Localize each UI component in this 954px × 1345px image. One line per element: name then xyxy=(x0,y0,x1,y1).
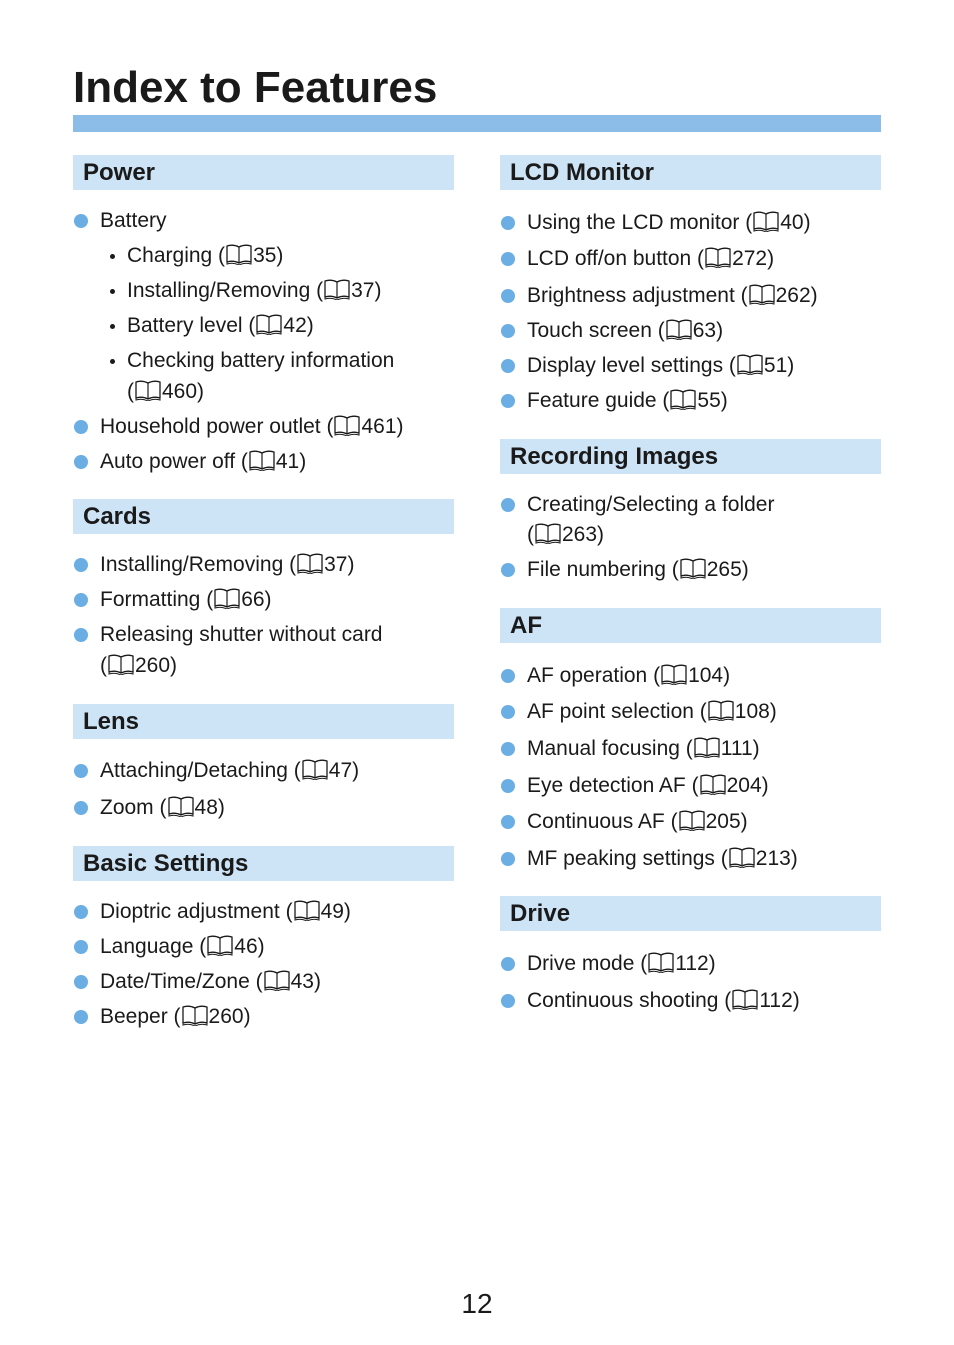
section-recording-images xyxy=(500,439,881,589)
list-item xyxy=(527,283,818,309)
list-item-continued xyxy=(527,522,604,548)
bullet-icon xyxy=(501,779,515,793)
item-page: 112) xyxy=(759,989,800,1012)
section-basic-settings xyxy=(73,846,454,1046)
item-label: AF point selection ( xyxy=(527,700,707,723)
item-label: Feature guide ( xyxy=(527,389,670,412)
item-label: Continuous AF ( xyxy=(527,810,678,833)
item-label: Dioptric adjustment ( xyxy=(100,900,293,923)
list-item xyxy=(527,699,777,725)
section-power xyxy=(73,155,454,485)
item-label: Brightness adjustment ( xyxy=(527,284,748,307)
bullet-icon xyxy=(501,359,515,373)
item-page: 40) xyxy=(780,211,811,234)
list-item xyxy=(100,587,272,613)
bullet-icon xyxy=(74,455,88,469)
item-page: 35) xyxy=(253,244,284,267)
item-page: 41) xyxy=(275,450,307,473)
section-header-basic-settings: Basic Settings xyxy=(73,846,454,881)
list-item xyxy=(527,846,798,872)
item-label: MF peaking settings ( xyxy=(527,847,728,870)
item-page: 461) xyxy=(361,415,404,438)
item-label: Battery xyxy=(100,209,167,232)
bullet-icon xyxy=(74,214,88,228)
item-label: Installing/Removing ( xyxy=(127,279,324,302)
list-item xyxy=(100,795,225,821)
sub-bullet-icon xyxy=(110,254,115,259)
title-rule xyxy=(73,115,881,132)
item-label: Manual focusing ( xyxy=(527,737,693,760)
section-lens xyxy=(73,704,454,834)
item-page: 55) xyxy=(697,389,728,412)
item-label: Formatting ( xyxy=(100,588,214,611)
item-cont: ( xyxy=(100,654,107,677)
item-page: 49) xyxy=(320,900,351,923)
book-icon xyxy=(678,809,706,831)
item-label: Continuous shooting ( xyxy=(527,989,732,1012)
bullet-icon xyxy=(74,975,88,989)
item-label: Touch screen ( xyxy=(527,319,665,342)
list-item xyxy=(527,210,811,236)
list-item xyxy=(100,758,359,784)
book-icon xyxy=(293,899,321,921)
bullet-icon xyxy=(74,801,88,815)
book-icon xyxy=(665,318,693,340)
section-header-drive: Drive xyxy=(500,896,881,931)
list-item xyxy=(527,663,730,689)
item-label: Auto power off ( xyxy=(100,450,248,473)
item-page: 37) xyxy=(324,553,355,576)
book-icon xyxy=(534,522,562,544)
book-icon xyxy=(323,278,351,300)
bullet-icon xyxy=(501,216,515,230)
sub-list-item-continued xyxy=(127,379,204,405)
sub-list-item xyxy=(127,243,283,269)
list-item xyxy=(527,388,728,414)
item-page: 460) xyxy=(162,380,205,403)
item-label: File numbering ( xyxy=(527,558,679,581)
item-page: 66) xyxy=(241,588,272,611)
item-label: Installing/Removing ( xyxy=(100,553,297,576)
item-page: 42) xyxy=(283,314,314,337)
item-page: 260) xyxy=(135,654,178,677)
item-page: 260) xyxy=(208,1005,251,1028)
item-page: 43) xyxy=(290,970,321,993)
sub-list-item xyxy=(127,348,394,374)
item-page: 262) xyxy=(775,284,818,307)
book-icon xyxy=(333,414,361,436)
bullet-icon xyxy=(74,628,88,642)
list-item xyxy=(527,988,800,1014)
item-cont: ( xyxy=(527,523,534,546)
bullet-icon xyxy=(74,905,88,919)
list-item xyxy=(527,492,774,518)
list-item xyxy=(100,969,321,995)
sub-bullet-icon xyxy=(110,289,115,294)
book-icon xyxy=(669,388,697,410)
bullet-icon xyxy=(501,563,515,577)
book-icon xyxy=(263,969,291,991)
bullet-icon xyxy=(501,852,515,866)
book-icon xyxy=(301,758,329,780)
section-header-power: Power xyxy=(73,155,454,190)
section-header-lcd-monitor: LCD Monitor xyxy=(500,155,881,190)
item-label: Creating/Selecting a folder xyxy=(527,493,775,516)
book-icon xyxy=(647,951,675,973)
book-icon xyxy=(206,934,234,956)
item-page: 108) xyxy=(734,700,777,723)
item-cont: ( xyxy=(127,380,134,403)
book-icon xyxy=(736,353,764,375)
book-icon xyxy=(213,587,241,609)
book-icon xyxy=(699,773,727,795)
item-label: Charging ( xyxy=(127,244,226,267)
item-page: 205) xyxy=(705,810,748,833)
section-lcd-monitor xyxy=(500,155,881,425)
bullet-icon xyxy=(501,394,515,408)
list-item xyxy=(527,736,760,762)
list-item xyxy=(100,899,351,925)
book-icon xyxy=(693,736,721,758)
item-label: Eye detection AF ( xyxy=(527,774,699,797)
bullet-icon xyxy=(501,815,515,829)
list-item xyxy=(100,1004,251,1030)
item-label: Language ( xyxy=(100,935,207,958)
bullet-icon xyxy=(74,593,88,607)
book-icon xyxy=(167,795,195,817)
sub-list-item xyxy=(127,313,314,339)
section-header-af: AF xyxy=(500,608,881,643)
list-item-continued xyxy=(100,653,177,679)
item-page: 46) xyxy=(234,935,265,958)
bullet-icon xyxy=(501,705,515,719)
page-number: 12 xyxy=(461,1288,493,1319)
item-label: Display level settings ( xyxy=(527,354,736,377)
sub-bullet-icon xyxy=(110,359,115,364)
sub-bullet-icon xyxy=(110,324,115,329)
item-page: 265) xyxy=(706,558,749,581)
item-label: Releasing shutter without card xyxy=(100,623,383,646)
section-header-recording-images: Recording Images xyxy=(500,439,881,474)
bullet-icon xyxy=(74,940,88,954)
section-drive xyxy=(500,896,881,1026)
item-label: AF operation ( xyxy=(527,664,661,687)
page-title: Index to Features xyxy=(73,63,438,112)
bullet-icon xyxy=(74,420,88,434)
bullet-icon xyxy=(501,289,515,303)
list-item xyxy=(527,246,774,272)
section-af xyxy=(500,608,881,883)
book-icon xyxy=(707,699,735,721)
sub-list-item xyxy=(127,278,381,304)
item-label: Battery level ( xyxy=(127,314,256,337)
section-header-lens: Lens xyxy=(73,704,454,739)
list-item xyxy=(527,951,716,977)
item-page: 47) xyxy=(328,759,360,782)
book-icon xyxy=(752,210,780,232)
item-page: 51) xyxy=(763,354,795,377)
item-label: Zoom ( xyxy=(100,796,167,819)
book-icon xyxy=(679,557,707,579)
book-icon xyxy=(255,313,283,335)
item-page: 104) xyxy=(688,664,731,687)
book-icon xyxy=(728,846,756,868)
list-item xyxy=(527,773,769,799)
bullet-icon xyxy=(501,324,515,338)
bullet-icon xyxy=(501,742,515,756)
item-label: Checking battery information xyxy=(127,349,395,372)
section-cards xyxy=(73,499,454,689)
bullet-icon xyxy=(501,957,515,971)
list-item xyxy=(100,552,354,578)
book-icon xyxy=(107,653,135,675)
item-page: 111) xyxy=(720,737,760,760)
bullet-icon xyxy=(501,498,515,512)
list-item xyxy=(100,934,265,960)
bullet-icon xyxy=(74,1010,88,1024)
item-page: 272) xyxy=(732,247,775,270)
bullet-icon xyxy=(501,252,515,266)
item-page: 263) xyxy=(562,523,605,546)
list-item xyxy=(527,809,748,835)
item-page: 63) xyxy=(692,319,724,342)
item-page: 112) xyxy=(675,952,716,975)
item-label: Using the LCD monitor ( xyxy=(527,211,753,234)
item-label: LCD off/on button ( xyxy=(527,247,705,270)
item-page: 213) xyxy=(755,847,798,870)
book-icon xyxy=(731,988,759,1010)
item-label: Attaching/Detaching ( xyxy=(100,759,301,782)
item-label: Drive mode ( xyxy=(527,952,648,975)
book-icon xyxy=(134,379,162,401)
bullet-icon xyxy=(501,669,515,683)
item-label: Beeper ( xyxy=(100,1005,181,1028)
book-icon xyxy=(248,449,276,471)
book-icon xyxy=(748,283,776,305)
section-header-cards: Cards xyxy=(73,499,454,534)
list-item xyxy=(527,353,794,379)
list-item xyxy=(527,557,749,583)
list-item xyxy=(527,318,723,344)
item-label: Date/Time/Zone ( xyxy=(100,970,263,993)
item-page: 48) xyxy=(194,796,225,819)
book-icon xyxy=(296,552,324,574)
bullet-icon xyxy=(74,558,88,572)
book-icon xyxy=(181,1004,209,1026)
book-icon xyxy=(225,243,253,265)
list-item xyxy=(100,622,383,648)
list-item xyxy=(100,208,167,234)
book-icon xyxy=(704,246,732,268)
list-item xyxy=(100,449,306,475)
book-icon xyxy=(660,663,688,685)
item-page: 204) xyxy=(726,774,769,797)
bullet-icon xyxy=(74,764,88,778)
item-page: 37) xyxy=(351,279,382,302)
list-item xyxy=(100,414,404,440)
bullet-icon xyxy=(501,994,515,1008)
item-label: Household power outlet ( xyxy=(100,415,334,438)
